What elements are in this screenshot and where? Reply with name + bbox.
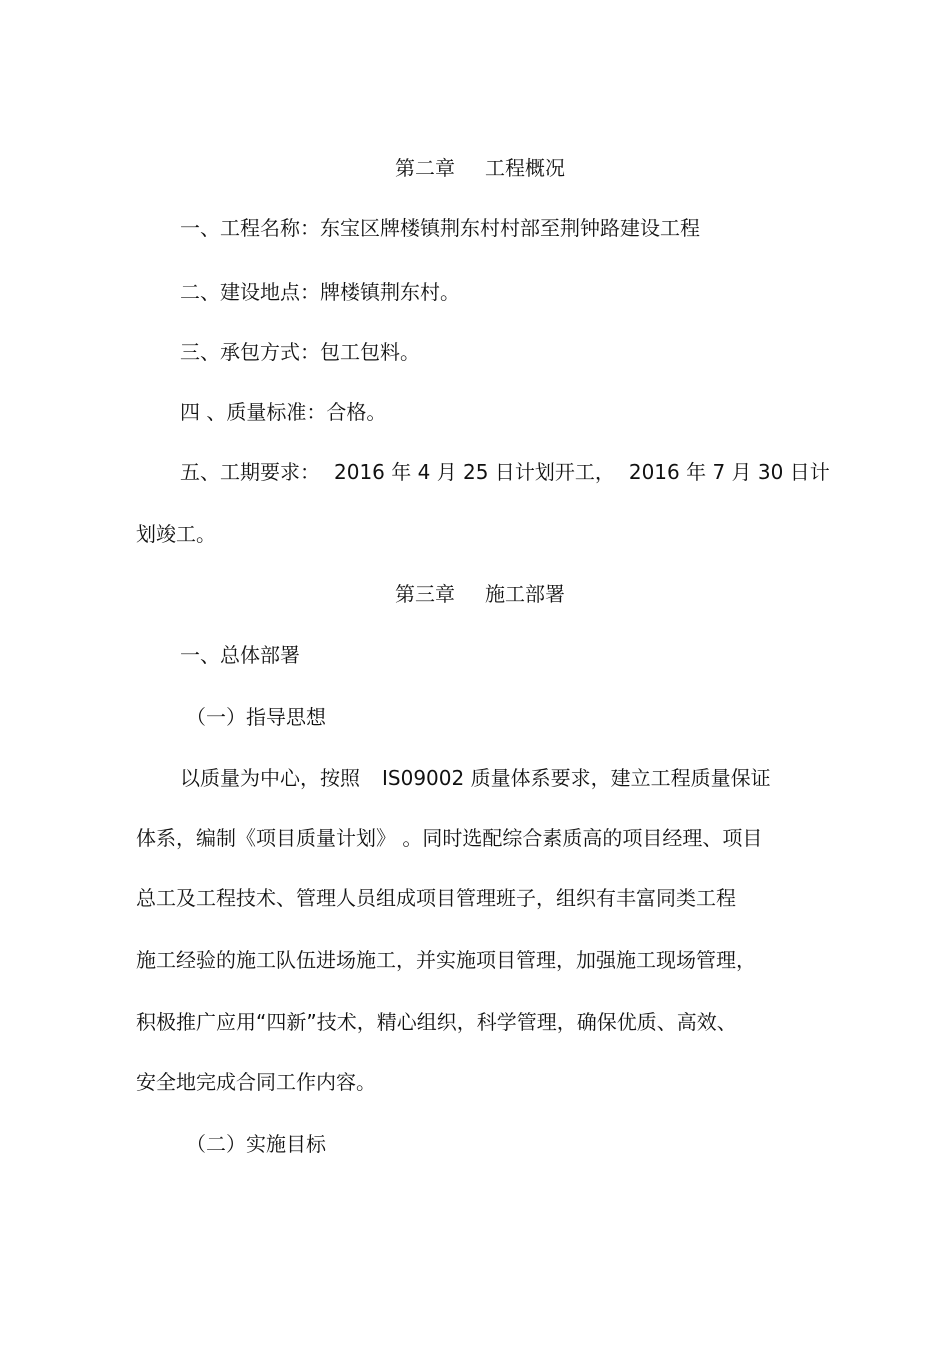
project-name-line: 一、工程名称：东宝区牌楼镇荆东村村部至荆钟路建设工程 [180,216,700,240]
paragraph-line-3: 总工及工程技术、管理人员组成项目管理班子，组织有丰富同类工程 [136,886,736,910]
subsection-guiding-principle: （一）指导思想 [186,705,326,729]
subsection-implementation-goals: （二）实施目标 [186,1132,326,1156]
quality-standard-line: 四 、质量标准：合格。 [180,400,387,424]
section-overall-deployment: 一、总体部署 [180,643,300,667]
paragraph-line-5: 积极推广应用“四新”技术，精心组织，科学管理，确保优质、高效、 [136,1010,737,1034]
schedule-start: 2016 年 4 月 25 日计划开工， [334,460,615,484]
chapter-2-title [0,154,950,182]
chapter-3-name: 施工部署 [485,582,565,606]
schedule-label: 五、工期要求： [180,460,320,484]
chapter-3-number: 第三章 [395,582,455,606]
chapter-2-number: 第二章 [395,156,455,180]
schedule-end: 2016 年 7 月 30 日计 [628,460,830,484]
paragraph-line-1-a: 以质量为中心，按照 [180,766,360,790]
construction-site-line: 二、建设地点：牌楼镇荆东村。 [180,280,460,304]
paragraph-line-6: 安全地完成合同工作内容。 [136,1070,376,1094]
paragraph-line-1-b: IS09002 质量体系要求，建立工程质量保证 [382,766,771,790]
contract-method-line: 三、承包方式：包工包料。 [180,340,420,364]
paragraph-line-2: 体系，编制《项目质量计划》 。同时选配综合素质高的项目经理、项目 [136,826,763,850]
paragraph-line-1 [0,764,950,792]
chapter-3-title [0,580,950,608]
paragraph-line-4: 施工经验的施工队伍进场施工，并实施项目管理，加强施工现场管理， [136,948,756,972]
chapter-2-name: 工程概况 [485,156,565,180]
schedule-line-2: 划竣工。 [136,522,216,546]
schedule-line-1 [0,458,950,486]
